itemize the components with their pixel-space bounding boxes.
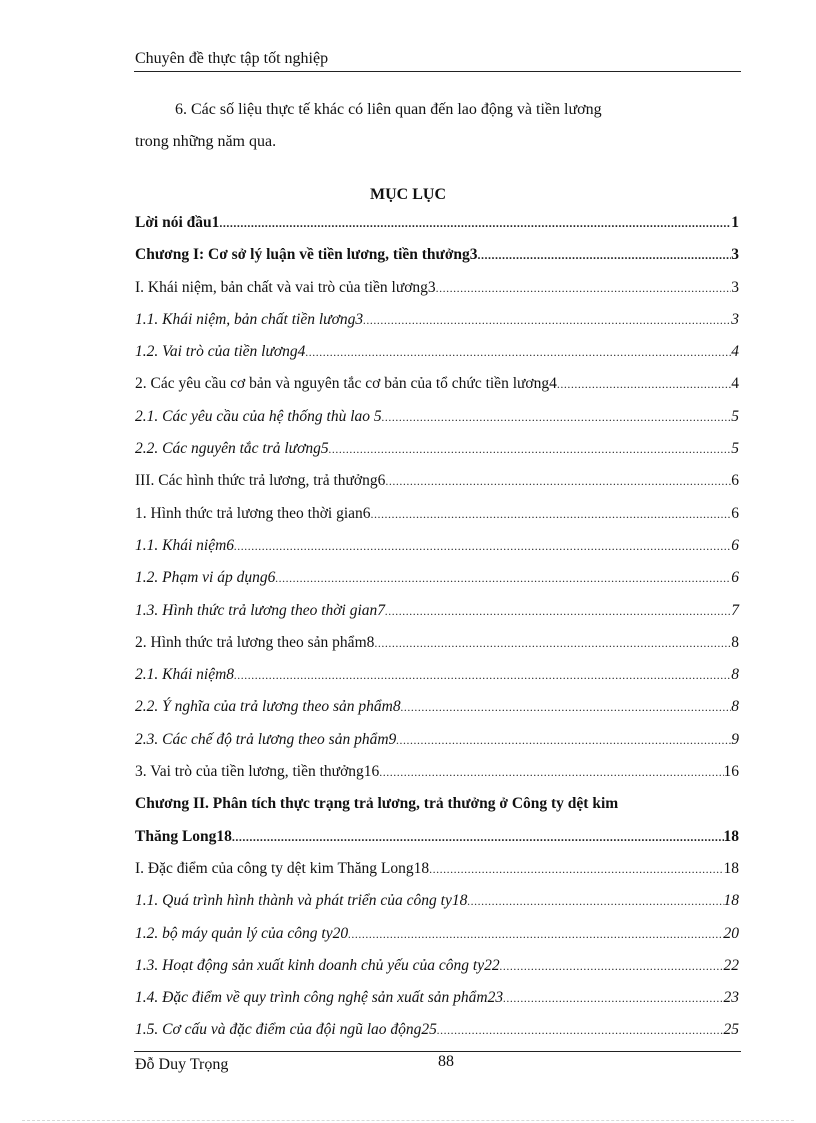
toc-entry <box>135 505 739 537</box>
toc-entry <box>135 602 739 634</box>
toc-entry-text: 2.1. Khái niệm8 <box>135 666 235 684</box>
toc-leader-dots <box>429 862 723 877</box>
toc-entry <box>135 892 739 924</box>
toc-leader-dots <box>385 474 731 489</box>
toc-entry <box>135 375 739 407</box>
toc-entry-page: 18 <box>723 827 739 845</box>
toc-entry <box>135 246 739 278</box>
toc-entry <box>135 763 739 795</box>
toc-entry <box>135 472 739 504</box>
toc-leader-dots <box>382 410 732 425</box>
toc-entry-chapter2-line2 <box>135 828 739 860</box>
toc-leader-dots <box>232 830 724 845</box>
toc-entry <box>135 731 739 763</box>
toc-leader-dots <box>478 248 732 263</box>
toc-entry <box>135 440 739 472</box>
toc-entry-text: 1.1. Quá trình hình thành và phát triển của công ty18 <box>135 892 468 910</box>
toc-entry <box>135 698 739 730</box>
toc-entry-text: 2.2. Ý nghĩa của trả lương theo sản phẩm8 <box>135 698 401 716</box>
toc-leader-dots <box>374 636 731 651</box>
toc-entry-text: 2.2. Các nguyên tắc trả lương5 <box>135 440 329 458</box>
intro-line-1: 6. Các số liệu thực tế khác có liên quan đến lao động và tiền lương <box>175 101 602 118</box>
toc-entry-page: 8 <box>731 698 739 716</box>
toc-entry-text: 1.1. Khái niệm6 <box>135 536 235 554</box>
toc-leader-dots <box>500 959 724 974</box>
toc-entry-page: 25 <box>723 1021 739 1039</box>
toc-entry-page: 4 <box>731 375 739 393</box>
toc-entry-page: 9 <box>731 730 739 748</box>
toc-entry-page: 3 <box>731 310 739 328</box>
toc-entry <box>135 925 739 957</box>
toc-entry-page: 5 <box>731 407 739 425</box>
toc-entry-text: 1.2. Vai trò của tiền lương4 <box>135 343 306 361</box>
toc-entry-text: 2.1. Các yêu cầu của hệ thống thù lao 5 <box>135 407 382 425</box>
toc-entry-page: 20 <box>723 924 739 942</box>
toc-entry-page: 5 <box>731 440 739 458</box>
toc-leader-dots <box>275 571 731 586</box>
toc-leader-dots <box>363 313 731 328</box>
toc-entry-text: 1.3. Hình thức trả lương theo thời gian7 <box>135 601 386 619</box>
toc-entry-page: 18 <box>723 859 739 877</box>
toc-entry-page: 23 <box>723 989 739 1007</box>
toc-leader-dots <box>371 507 732 522</box>
toc-leader-dots <box>557 377 731 392</box>
toc-entry <box>135 279 739 311</box>
toc-leader-dots <box>503 991 723 1006</box>
toc-part-1 <box>135 214 739 795</box>
toc-entry-page: 3 <box>731 246 739 264</box>
toc-entry <box>135 569 739 601</box>
toc-entry-text: 1.4. Đặc điểm về quy trình công nghệ sản xuất sản phẩm23 <box>135 989 504 1007</box>
toc-entry-text: Chương II. Phân tích thực trạng trả lương, trả thưởng ở Công ty dệt kim <box>135 795 619 813</box>
toc-leader-dots <box>396 733 731 748</box>
toc-entry-text: III. Các hình thức trả lương, trả thưởng6 <box>135 472 386 490</box>
toc-entry-text: 1.5. Cơ cấu và đặc điểm của đội ngũ lao động25 <box>135 1021 437 1039</box>
toc-entry-text: Thăng Long18 <box>135 827 232 845</box>
toc-entry <box>135 860 739 892</box>
toc-entry-page: 6 <box>731 569 739 587</box>
toc-entry-text: 1.2. Phạm vi áp dụng6 <box>135 569 276 587</box>
toc-entry-page: 16 <box>723 763 739 781</box>
toc-entry-page: 7 <box>731 601 739 619</box>
toc-entry <box>135 957 739 989</box>
footer-author: Đỗ Duy Trọng <box>135 1056 229 1073</box>
toc-entry-text: 1.1. Khái niệm, bản chất tiền lương3 <box>135 310 364 328</box>
toc-entry-page: 6 <box>731 536 739 554</box>
toc-entry-page: 6 <box>731 472 739 490</box>
toc-leader-dots <box>234 539 731 554</box>
toc-leader-dots <box>348 927 723 942</box>
toc-entry <box>135 408 739 440</box>
toc-entry <box>135 214 739 246</box>
table-of-contents <box>135 214 739 1054</box>
toc-entry-text: 1.2. bộ máy quản lý của công ty20 <box>135 924 349 942</box>
toc-leader-dots <box>436 281 732 296</box>
toc-entry-page: 3 <box>731 278 739 296</box>
toc-entry-text: Chương I: Cơ sở lý luận về tiền lương, tiền thưởng3 <box>135 246 478 264</box>
toc-entry-page: 6 <box>731 504 739 522</box>
toc-entry-page: 8 <box>731 666 739 684</box>
intro-paragraph <box>135 94 735 158</box>
toc-entry-page: 18 <box>723 892 739 910</box>
toc-leader-dots <box>379 765 723 780</box>
toc-entry-text: 2. Hình thức trả lương theo sản phẩm8 <box>135 633 375 651</box>
toc-entry-text: Lời nói đầu1 <box>135 214 220 231</box>
toc-entry <box>135 311 739 343</box>
toc-entry-page: 4 <box>731 343 739 361</box>
toc-entry-text: 2.3. Các chế độ trả lương theo sản phẩm9 <box>135 730 397 748</box>
toc-leader-dots <box>305 345 731 360</box>
page-break-line <box>22 1120 794 1121</box>
toc-entry <box>135 1021 739 1053</box>
toc-leader-dots <box>437 1023 724 1038</box>
toc-entry-text: I. Đặc điểm của công ty dệt kim Thăng Long18 <box>135 859 430 877</box>
toc-entry-text: 2. Các yêu cầu cơ bản và nguyên tắc cơ bản của tổ chức tiền lương4 <box>135 375 557 393</box>
toc-part-2 <box>135 860 739 1054</box>
toc-entry-page: 8 <box>731 633 739 651</box>
toc-leader-dots <box>385 604 731 619</box>
toc-title: MỤC LỤC <box>370 186 446 203</box>
footer-page-number: 88 <box>438 1053 454 1070</box>
toc-entry-text: 1. Hình thức trả lương theo thời gian6 <box>135 504 371 522</box>
toc-leader-dots <box>329 442 732 457</box>
header-rule <box>134 71 741 72</box>
toc-entry <box>135 343 739 375</box>
toc-leader-dots <box>219 216 731 231</box>
toc-entry <box>135 634 739 666</box>
intro-line-2: trong những năm qua. <box>135 133 277 150</box>
toc-leader-dots <box>401 700 732 715</box>
toc-leader-dots <box>234 668 731 683</box>
toc-leader-dots <box>467 894 723 909</box>
toc-entry <box>135 989 739 1021</box>
toc-entry <box>135 537 739 569</box>
toc-entry <box>135 666 739 698</box>
toc-entry-text: 3. Vai trò của tiền lương, tiền thưởng16 <box>135 763 380 781</box>
toc-entry-text: 1.3. Hoạt động sản xuất kinh doanh chủ yếu của công ty22 <box>135 956 500 974</box>
toc-entry-page: 22 <box>723 956 739 974</box>
header-title: Chuyên đề thực tập tốt nghiệp <box>135 50 329 67</box>
toc-entry-page: 1 <box>731 214 739 231</box>
toc-entry-chapter2-line1 <box>135 795 739 827</box>
footer-rule <box>134 1051 741 1052</box>
toc-entry-text: I. Khái niệm, bản chất và vai trò của tiền lương3 <box>135 278 436 296</box>
